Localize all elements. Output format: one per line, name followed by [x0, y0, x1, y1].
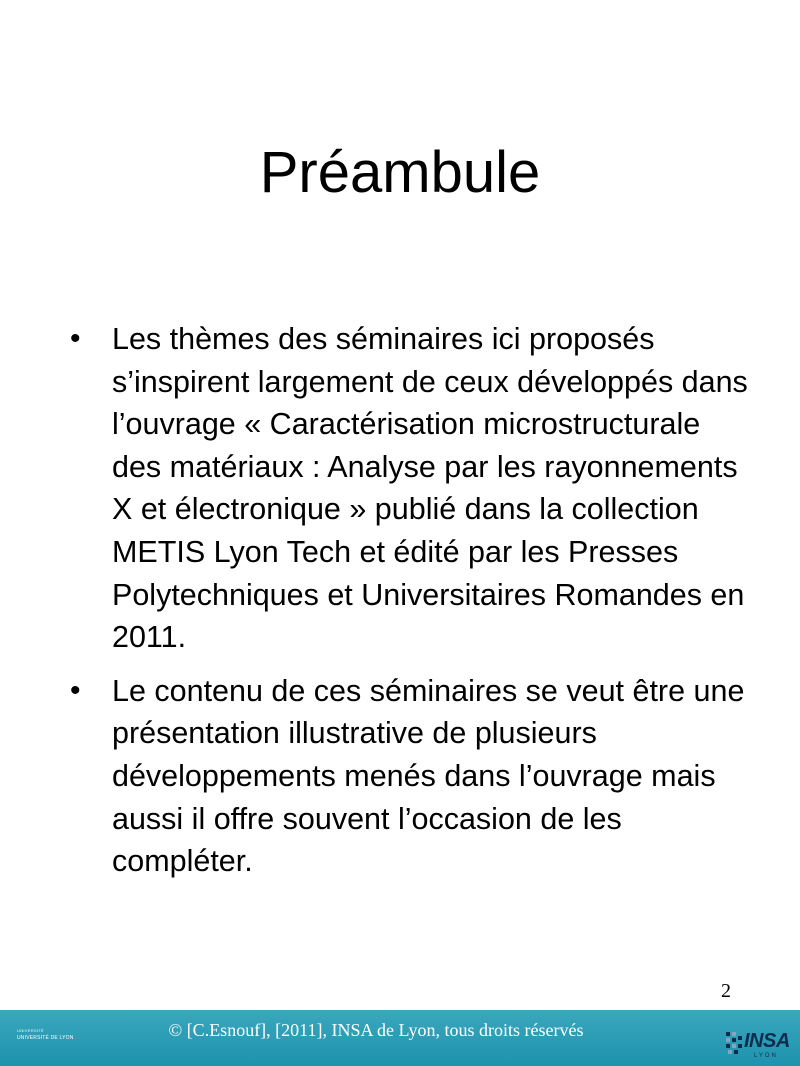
slide-title: Préambule [259, 140, 541, 205]
univ-logo-line2: UNIVERSITÉ DE LYON [17, 1035, 74, 1041]
bullet-list [70, 318, 750, 883]
insa-logo-subtext: LYON [754, 1053, 778, 1059]
page-number: 2 [721, 980, 731, 1002]
footer-band [0, 1010, 800, 1066]
bullet-marker: • [70, 322, 81, 355]
univ-logo-line1: UNIVERSITÉ [17, 1028, 45, 1033]
bullet-item [70, 318, 750, 659]
insa-logo-text: INSA [744, 1030, 790, 1052]
insa-lyon-logo [724, 1028, 790, 1062]
bullet-text: Les thèmes des séminaires ici proposés s’inspirent largement de ceux développés dans l’ouvrage « Caractérisation microstructurale des matériaux : Analyse par les rayonnements X et électronique » publié dans la collection METIS Lyon Tech et édité par les Presses Polytechniques et Universitaires Romandes en 2011. [112, 322, 748, 655]
footer-copyright: © [C.Esnouf], [2011], INSA de Lyon, tous droits réservés [168, 1020, 584, 1040]
bullet-marker: • [70, 673, 81, 707]
bullet-text: Le contenu de ces séminaires se veut être une présentation illustrative de plusieurs développements menés dans l’ouvrage mais aussi il offre souvent l’occasion de les compléter. [112, 673, 745, 879]
bullet-item [70, 670, 750, 883]
